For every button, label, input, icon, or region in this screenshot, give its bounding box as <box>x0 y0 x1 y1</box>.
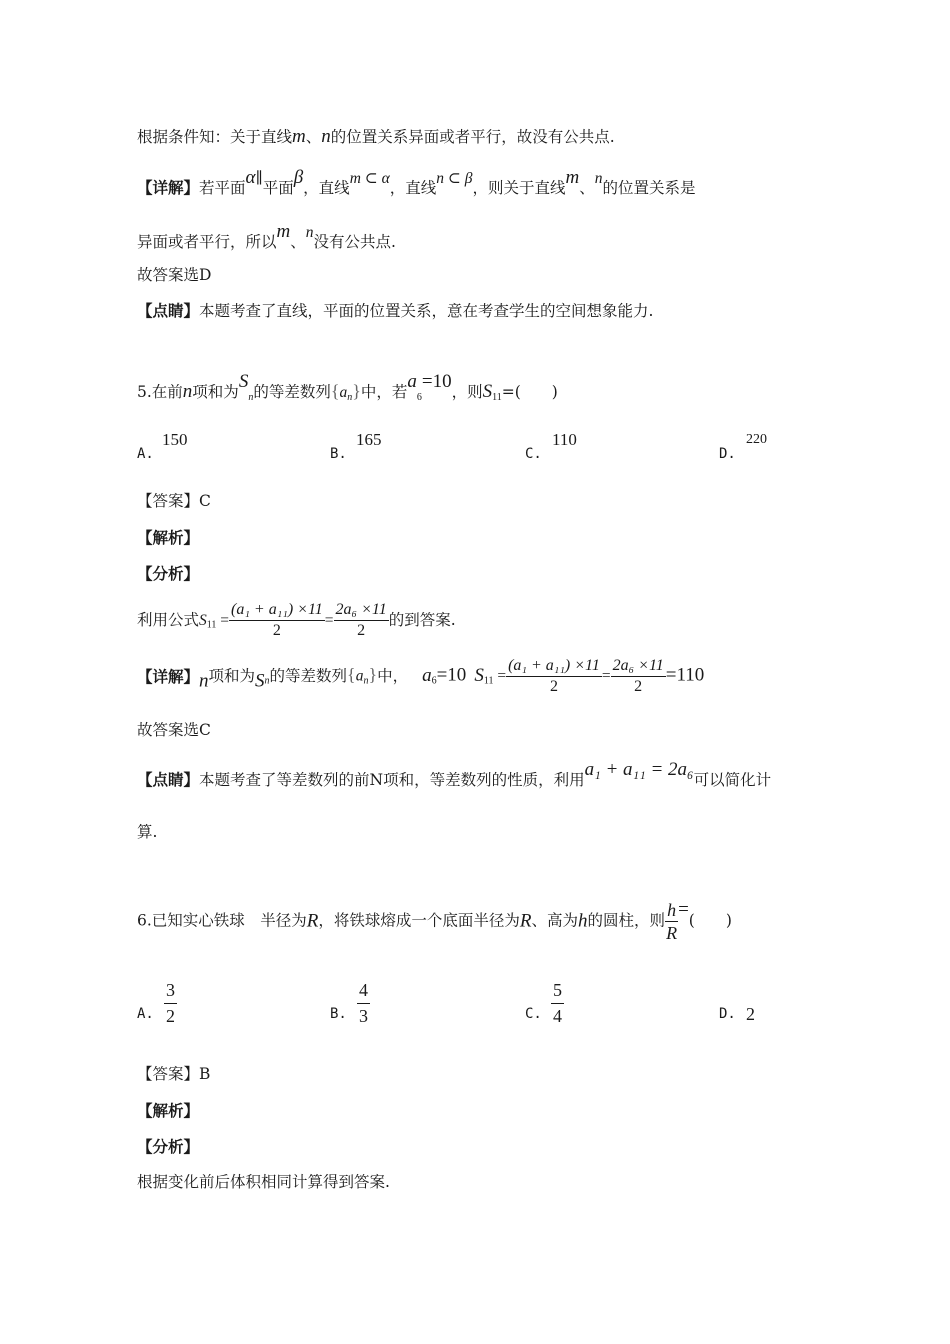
q5-option-b-value: 165 <box>356 430 382 449</box>
q5-option-c-value: 110 <box>552 430 577 449</box>
q5-option-d-value: 220 <box>746 432 767 447</box>
q6-option-b-label: B. <box>330 1006 347 1022</box>
q4-detail-line2: 异面或者平行，所以m、n没有公共点. <box>137 221 396 251</box>
q5-option-a-label: A. <box>137 446 154 462</box>
q6-analysis-heading: 【解析】 <box>137 1101 200 1120</box>
q6-fenxi-heading: 【分析】 <box>137 1137 200 1156</box>
q6-option-c-label: C. <box>525 1006 542 1022</box>
q5-fenxi-heading: 【分析】 <box>137 564 200 583</box>
q4-answer-line: 故答案选D <box>137 266 212 284</box>
q5-option-b-label: B. <box>330 446 347 462</box>
q6-option-b-value: $\frac{4}{3}$ <box>359 980 368 1026</box>
q4-conclusion-line: 根据条件知：关于直线m、n的位置关系异面或者平行，故没有公共点. <box>137 126 615 147</box>
q5-comment-cont: 算. <box>137 823 158 841</box>
q6-answer: 【答案】B <box>137 1065 211 1083</box>
q5-detail-line: 【详解】n项和为$S_n$的等差数列$\{a_n\}$中， $a_6=10$ $S_{11}$ = $\frac{\text{(a₁ + a₁₁) ×11}}{2}$ = $\frac{\text{2a₆ ×11}}{2}$ =110 <box>137 657 705 695</box>
q4-comment-line: 【点睛】本题考查了直线，平面的位置关系，意在考查学生的空间想象能力. <box>137 301 654 320</box>
q5-option-d-label: D. <box>719 446 736 462</box>
q6-option-a-value: $\frac{3}{2}$ <box>166 980 175 1026</box>
q4-detail-line1: 【详解】若平面α∥平面β，直线m ⊂ α，直线n ⊂ β，则关于直线m、n的位置关系是 <box>137 167 696 197</box>
q6-option-c-value: $\frac{5}{4}$ <box>553 980 562 1026</box>
q6-stem: 6.已知实心铁球 半径为R，将铁球熔成一个底面半径为R、高为h的圆柱，则 $\frac{h}{R}$ =( ) <box>137 899 732 943</box>
q6-option-d-label: D. <box>719 1006 736 1022</box>
q6-explain: 根据变化前后体积相同计算得到答案. <box>137 1173 390 1191</box>
q6-option-d-value: 2 <box>746 1004 755 1024</box>
q5-stem: 5.在前n项和为$S_n$的等差数列$\{a_n\}$中，若$a_6=10$，则$S_{11}=$( ) <box>137 371 558 403</box>
q5-analysis-heading: 【解析】 <box>137 528 200 547</box>
q5-answer: 【答案】C <box>137 492 211 510</box>
q5-answer-line: 故答案选C <box>137 721 211 739</box>
q6-option-a-label: A. <box>137 1006 154 1022</box>
q5-formula-line: 利用公式$S_{11}$ = $\frac{\text{(a₁ + a₁₁) ×11}}{2}$ = $\frac{\text{2a₆ ×11}}{2}$ 的到答案. <box>137 601 456 639</box>
q5-option-a-value: 150 <box>162 430 188 449</box>
q5-option-c-label: C. <box>525 446 542 462</box>
q5-comment-line: 【点睛】本题考查了等差数列的前N项和，等差数列的性质，利用a₁ + a₁₁ = 2a₆可以简化计 <box>137 759 772 789</box>
